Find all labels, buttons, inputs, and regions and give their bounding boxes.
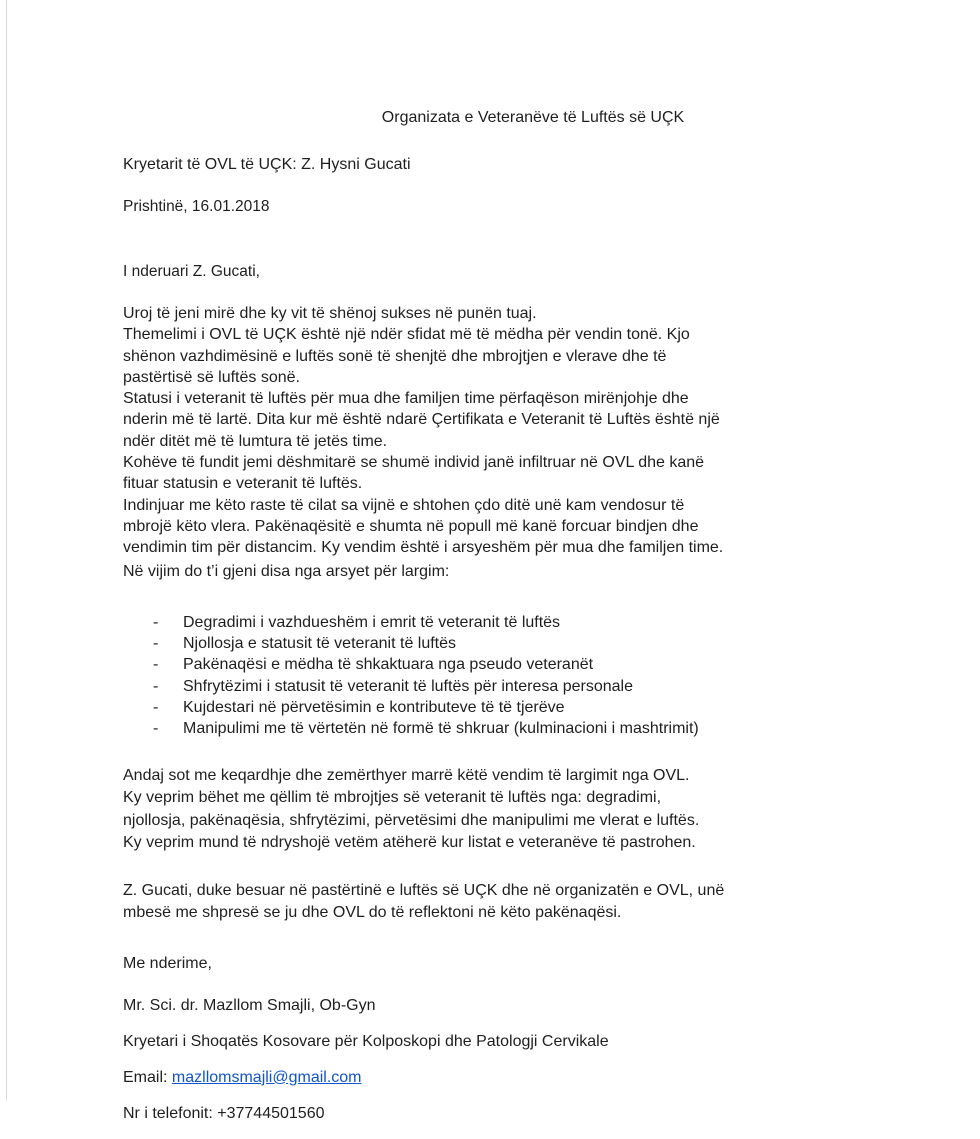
decision-paragraph [123, 765, 883, 855]
email-link[interactable]: mazllomsmajli@gmail.com [171, 1068, 362, 1086]
decision-line: Ky veprim mund të ndryshojë vetëm atëherë kur listat e veteranëve të pastrohen. [123, 834, 696, 852]
body-line: Themelimi i OVL të UÇK është një ndër sfidat më të mëdha për vendin tonë. Kjo [123, 326, 690, 344]
body-line: nderin më të lartë. Dita kur më është ndarë Çertifikata e Veteranit të Luftës është një [123, 411, 720, 429]
signature-block [123, 995, 883, 1125]
hope-line: mbesë me shpresë se ju dhe OVL do të reflektoni në këto pakënaqësi. [123, 904, 622, 922]
bullet-marker: - [153, 720, 159, 738]
signature-phone-line [123, 1103, 883, 1125]
letter-title: Organizata e Veteranëve të Luftës së UÇK [381, 109, 685, 126]
reasons-list [123, 612, 883, 740]
phone-number: +37744501560 [217, 1104, 325, 1122]
closing-line: Me nderime, [123, 954, 212, 972]
bullet-marker: - [153, 613, 159, 631]
list-item [123, 676, 883, 697]
reason-text: Shfrytëzimi i statusit të veteranit të luftës për interesa personale [183, 677, 633, 695]
bullet-marker: - [153, 635, 159, 653]
body-line: Statusi i veteranit të luftës për mua dhe familjen time përfaqëson mirënjohje dhe [123, 390, 689, 408]
signature-email-line [123, 1067, 883, 1089]
reason-text: Njollosja e statusit të veteranit të luftës [183, 635, 457, 653]
page-left-border [6, 0, 7, 1100]
decision-line: Ky veprim bëhet me qëllim të mbrojtjes së veteranit të luftës nga: degradimi, [123, 789, 662, 807]
reason-text: Pakënaqësi e mëdha të shkaktuara nga pseudo veteranët [183, 656, 594, 674]
bullet-marker: - [153, 677, 159, 695]
recipient-line: Kryetarit të OVL të UÇK: Z. Hysni Gucati [123, 156, 411, 173]
phone-label: Nr i telefonit: [123, 1104, 213, 1122]
reasons-intro: Në vijim do t’i gjeni disa nga arsyet për largim: [123, 562, 450, 580]
body-line: mbrojë këto vlera. Pakënaqësitë e shumta në popull më kanë forcuar bindjen dhe [123, 517, 699, 535]
list-item [123, 612, 883, 633]
body-line: fituar statusin e veteranit të luftës. [123, 475, 363, 493]
reason-text: Kujdestari në përvetësimin e kontributeve të të tjerëve [183, 699, 565, 717]
bullet-marker: - [153, 656, 159, 674]
decision-line: njollosja, pakënaqësia, shfrytëzimi, përvetësimi dhe manipulimi me vlerat e luftës. [123, 811, 700, 829]
body-line: ndër ditët më të lumtura të jetës time. [123, 432, 388, 450]
list-item [123, 654, 883, 675]
body-line: vendimin tim për distancim. Ky vendim është i arsyeshëm për mua dhe familjen time. [123, 539, 724, 557]
hope-paragraph [123, 880, 883, 925]
list-item [123, 718, 883, 739]
salutation: I nderuari Z. Gucati, [123, 263, 260, 280]
hope-line: Z. Gucati, duke besuar në pastërtinë e luftës së UÇK dhe në organizatën e OVL, unë [123, 881, 725, 899]
list-item [123, 697, 883, 718]
reason-text: Manipulimi me të vërtetën në formë të shkruar (kulminacioni i mashtrimit) [183, 720, 699, 738]
body-line: pastërtisë së luftës sonë. [123, 368, 300, 386]
letter-body [123, 303, 883, 582]
signature-position: Kryetari i Shoqatës Kosovare për Kolposkopi dhe Patologji Cervikale [123, 1032, 609, 1050]
body-line: Kohëve të fundit jemi dëshmitarë se shumë individ janë infiltruar në OVL dhe kanë [123, 454, 705, 472]
email-label: Email: [123, 1068, 168, 1086]
closing-block [123, 953, 883, 975]
body-line: Indinjuar me këto raste të cilat sa vijnë e shtohen çdo ditë unë kam vendosur të [123, 496, 685, 514]
body-line: Uroj të jeni mirë dhe ky vit të shënoj sukses në punën tuaj. [123, 305, 537, 322]
reason-text: Degradimi i vazhdueshëm i emrit të veteranit të luftës [183, 613, 561, 631]
place-date-line: Prishtinë, 16.01.2018 [123, 198, 270, 215]
list-item [123, 633, 883, 654]
decision-line: Andaj sot me keqardhje dhe zemërthyer marrë këtë vendim të largimit nga OVL. [123, 766, 690, 784]
signature-name: Mr. Sci. dr. Mazllom Smajli, Ob-Gyn [123, 996, 376, 1014]
bullet-marker: - [153, 699, 159, 717]
letter-document [123, 100, 883, 1139]
body-line: shënon vazhdimësinë e luftës sonë të shenjtë dhe mbrojtjen e vlerave dhe të [123, 347, 667, 365]
